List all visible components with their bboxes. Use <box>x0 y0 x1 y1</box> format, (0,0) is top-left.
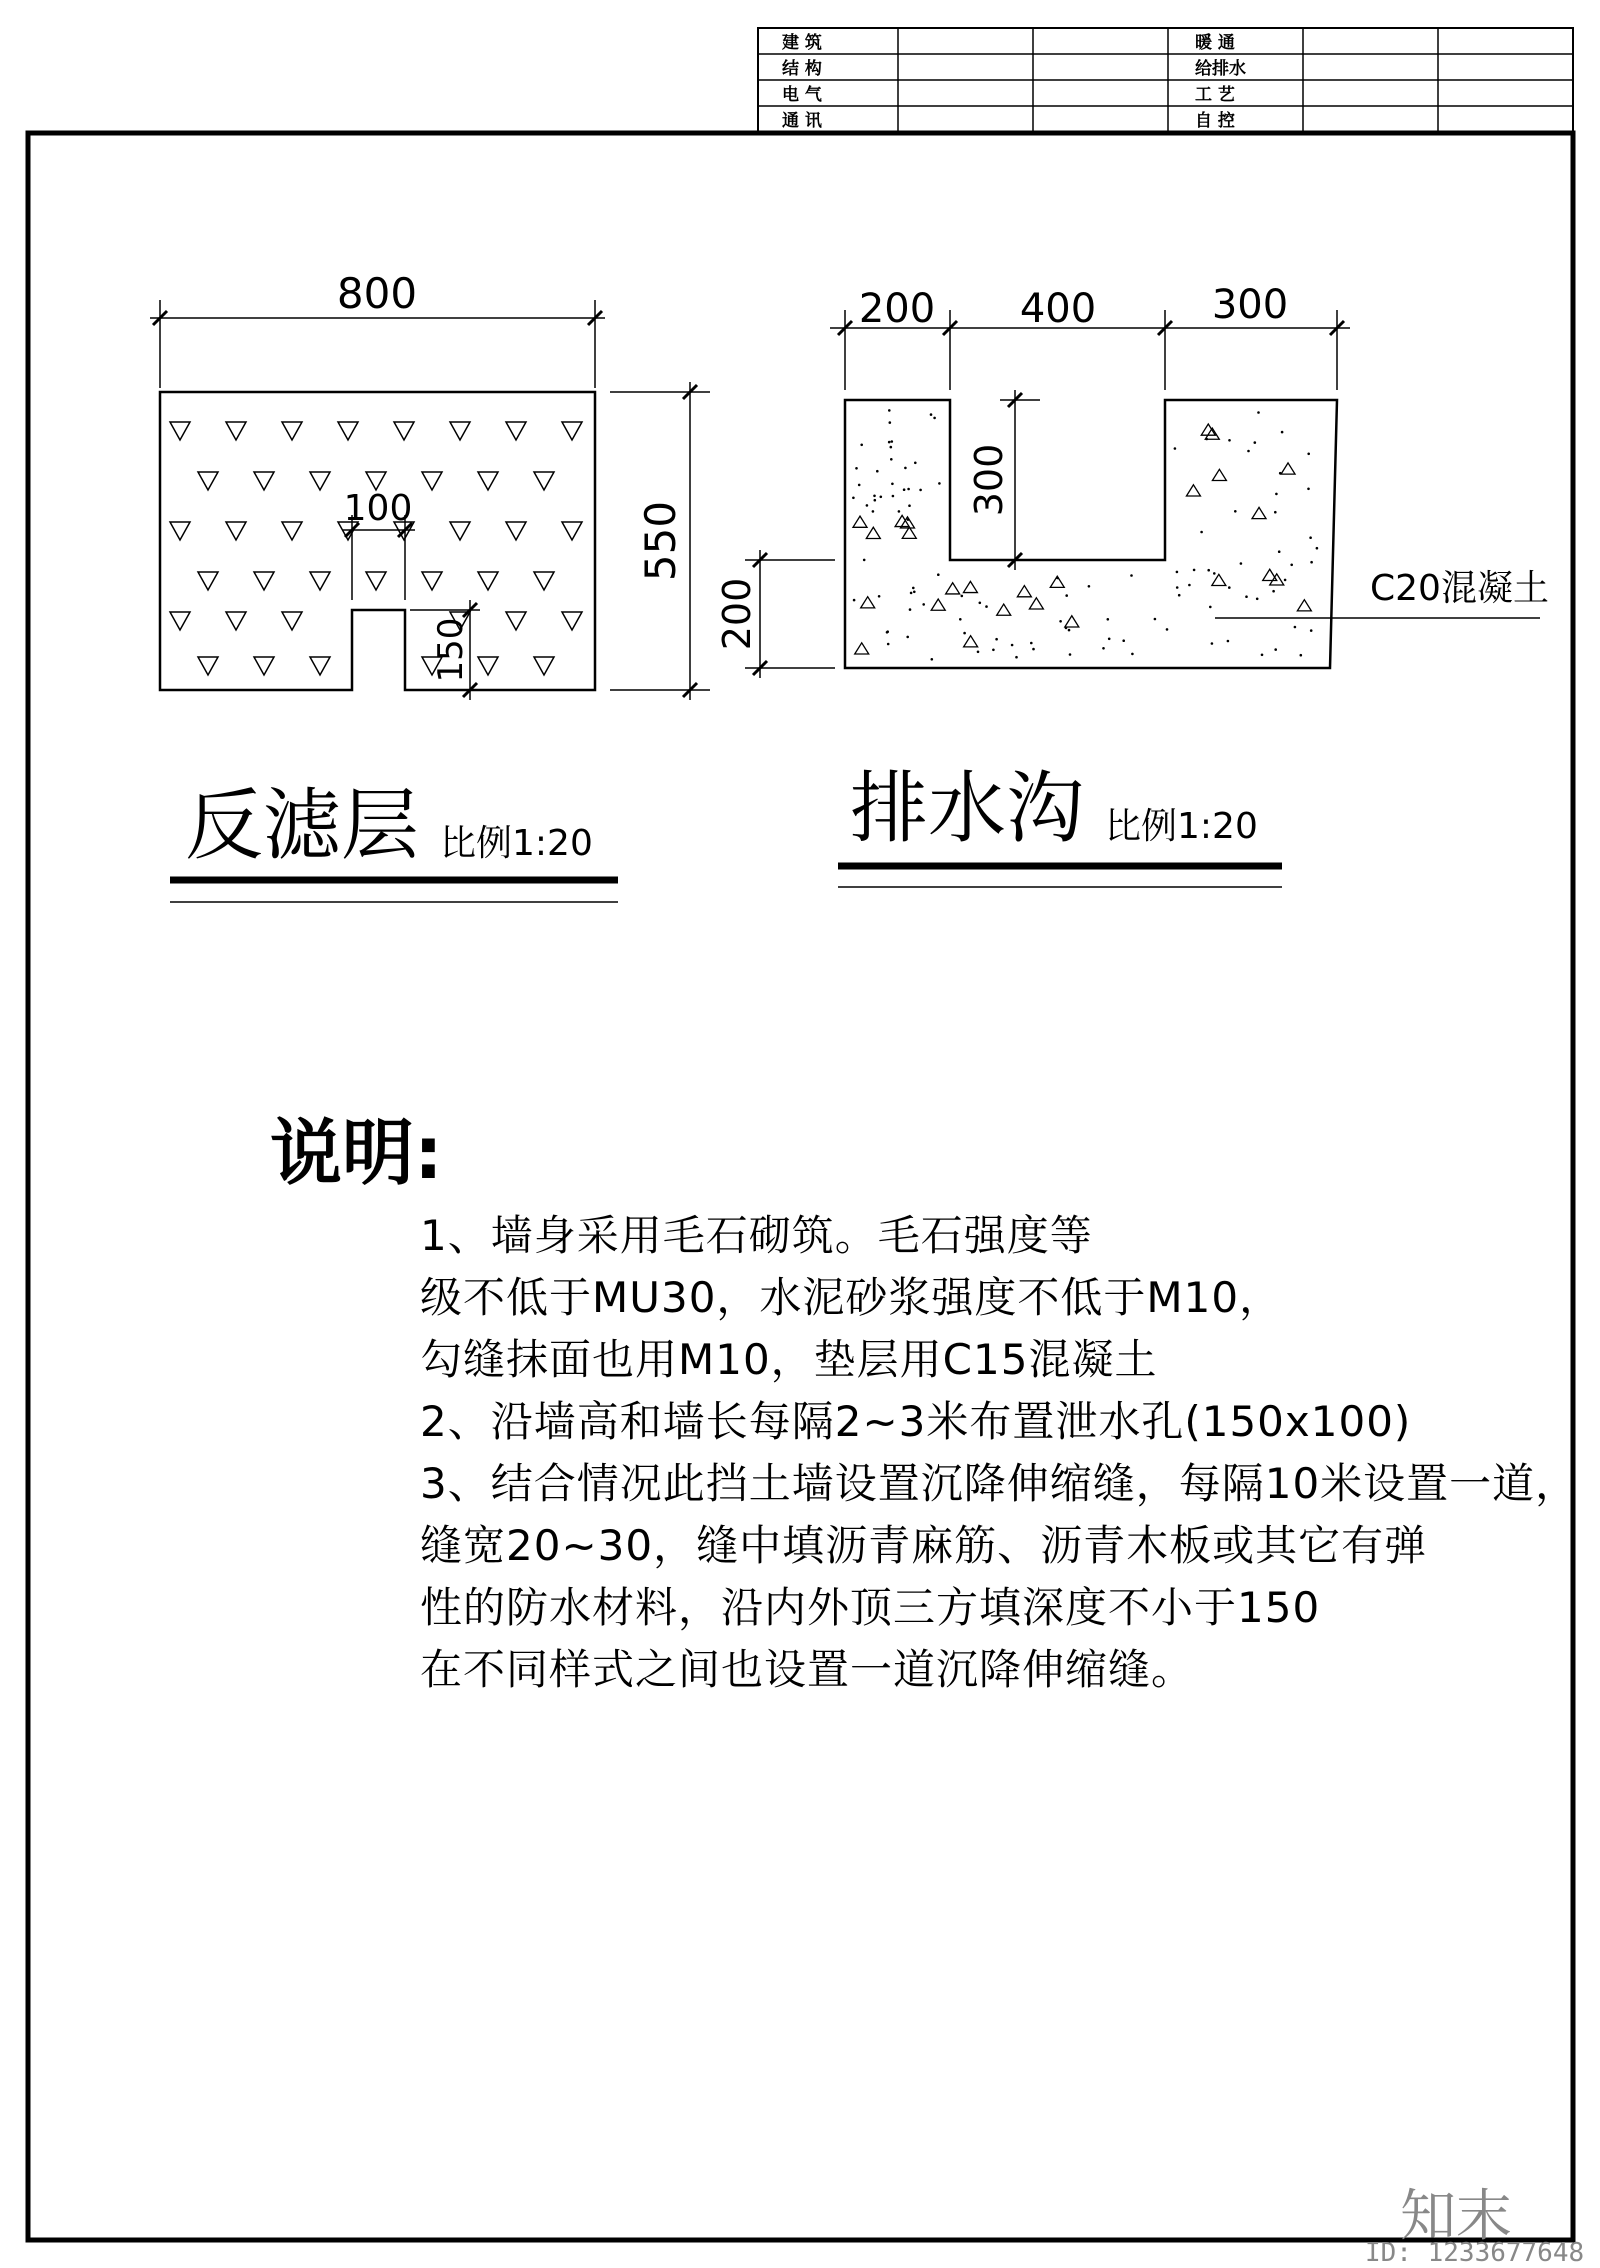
hatch-dot <box>1294 626 1297 629</box>
hatch-dot <box>898 510 901 513</box>
hatch-aggregate <box>1186 485 1200 496</box>
title-block-cell: 工 艺 <box>1195 85 1235 105</box>
hatch-dot <box>977 651 980 654</box>
hatch-dot <box>1030 642 1033 645</box>
hatch-dot <box>876 470 879 473</box>
hatch-dot <box>858 484 861 487</box>
hatch-aggregate <box>1212 574 1226 585</box>
hatch-dot <box>1310 629 1313 632</box>
hatch-dot <box>914 462 917 465</box>
hatch-dot <box>1300 654 1303 657</box>
hatch-aggregate <box>1017 586 1031 597</box>
hatch-triangle <box>478 572 498 590</box>
hatch-dot <box>1069 653 1072 656</box>
hatch-dot <box>891 483 894 486</box>
hatch-triangle <box>534 572 554 590</box>
drawing-frame <box>28 133 1579 2240</box>
hatch-dot <box>1107 618 1110 621</box>
hatch-dot <box>1188 584 1191 587</box>
title-block-cell: 结 构 <box>782 59 822 79</box>
note-line: 级不低于MU30，水泥砂浆强度不低于M10， <box>420 1273 1283 1322</box>
hatch-dot <box>1261 654 1264 657</box>
hatch-triangle <box>478 472 498 490</box>
dim-label-550: 550 <box>636 500 685 582</box>
hatch-triangle <box>478 657 498 675</box>
hatch-dot <box>1272 590 1275 593</box>
hatch-aggregate <box>866 527 880 538</box>
hatch-triangle <box>366 572 386 590</box>
hatch-dot <box>903 488 906 491</box>
hatch-dot <box>1166 628 1169 631</box>
dim-label-400: 400 <box>1019 286 1097 332</box>
hatch-triangle <box>338 422 358 440</box>
hatch-dot <box>1102 647 1105 650</box>
dim-label-200-top: 200 <box>858 286 936 332</box>
filter-layer-title: 反滤层 <box>185 781 420 871</box>
hatch-dot <box>908 504 911 507</box>
title-block-cell: 电 气 <box>782 85 822 105</box>
hatch-aggregate <box>1252 507 1266 518</box>
hatch-triangle <box>450 522 470 540</box>
note-line: 性的防水材料，沿内外顶三方填深度不小于150 <box>420 1583 1321 1632</box>
hatch-dot <box>1131 653 1134 656</box>
hatch-dot <box>1068 629 1071 632</box>
hatch-triangle <box>562 422 582 440</box>
note-line: 2、沿墙高和墙长每隔2~3米布置泄水孔(150x100) <box>420 1397 1412 1446</box>
material-label: C20混凝土 <box>1370 568 1549 609</box>
hatch-dot <box>910 592 913 595</box>
hatch-dot <box>904 467 907 470</box>
hatch-dot <box>1122 639 1125 642</box>
notes-block <box>420 1205 1579 1701</box>
hatch-triangle <box>506 422 526 440</box>
hatch-aggregate <box>946 583 960 594</box>
hatch-aggregate <box>855 643 869 654</box>
hatch-dot <box>1228 439 1231 442</box>
hatch-dot <box>906 636 909 639</box>
hatch-dot <box>1227 640 1230 643</box>
hatch-dot <box>860 444 863 447</box>
hatch-triangle <box>198 472 218 490</box>
note-line: 在不同样式之间也设置一道沉降伸缩缝。 <box>420 1645 1195 1694</box>
hatch-dot <box>1256 598 1259 601</box>
hatch-dot <box>1284 579 1287 582</box>
hatch-dot <box>1307 453 1310 456</box>
title-block-cell: 自 控 <box>1195 111 1235 131</box>
hatch-dot <box>890 446 893 449</box>
hatch-dot <box>1176 586 1179 589</box>
hatch-dot <box>979 602 982 605</box>
hatch-dot <box>961 595 964 598</box>
note-line: 勾缝抹面也用M10，垫层用C15混凝土 <box>420 1335 1158 1384</box>
hatch-triangle <box>226 612 246 630</box>
hatch-dot <box>1316 547 1319 550</box>
hatch-dot <box>1240 562 1243 565</box>
hatch-dot <box>959 618 962 621</box>
hatch-dot <box>1275 493 1278 496</box>
hatch-dot <box>886 631 889 634</box>
hatch-dot <box>1108 638 1111 641</box>
note-line: 缝宽20~30，缝中填沥青麻筋、沥青木板或其它有弹 <box>420 1521 1428 1570</box>
hatch-dot <box>992 649 995 652</box>
hatch-dot <box>863 559 866 562</box>
filter-layer-section <box>150 269 710 902</box>
hatch-dot <box>887 643 890 646</box>
hatch-dot <box>872 510 875 513</box>
hatch-dot <box>1065 594 1068 597</box>
hatch-dot <box>855 467 858 470</box>
watermark-logo: 知末 <box>1400 2184 1512 2249</box>
hatch-aggregate <box>1297 600 1311 611</box>
hatch-dot <box>1247 450 1250 453</box>
hatch-triangle <box>254 572 274 590</box>
title-block-cell: 暖 通 <box>1195 33 1235 53</box>
hatch-dot <box>892 495 895 498</box>
dim-label-200-base: 200 <box>715 577 759 651</box>
note-line: 3、结合情况此挡土墙设置沉降伸缩缝，每隔10米设置一道， <box>420 1459 1579 1508</box>
hatch-dot <box>888 409 891 412</box>
hatch-triangle <box>282 612 302 630</box>
hatch-aggregate <box>1212 469 1226 480</box>
hatch-dot <box>852 497 855 500</box>
hatch-aggregate <box>963 581 977 592</box>
hatch-triangle <box>506 612 526 630</box>
hatch-triangle <box>170 612 190 630</box>
hatch-dot <box>937 573 940 576</box>
dim-label-300-depth: 300 <box>967 443 1011 517</box>
hatch-dot <box>963 632 966 635</box>
hatch-dot <box>1176 571 1179 574</box>
hatch-dot <box>1228 586 1231 589</box>
hatch-dot <box>1200 531 1203 534</box>
hatch-triangle <box>506 522 526 540</box>
hatch-dot <box>853 599 856 602</box>
hatch-dot <box>1174 447 1177 450</box>
hatch-dot <box>1193 569 1196 572</box>
drain-ditch-scale: 比例1:20 <box>1105 806 1258 847</box>
hatch-dot <box>930 413 933 416</box>
hatch-dot <box>880 496 883 499</box>
concrete-hatch <box>852 409 1318 660</box>
hatch-dot <box>1290 564 1293 567</box>
dim-label-150: 150 <box>431 617 471 683</box>
drain-ditch-section <box>715 282 1549 887</box>
title-block <box>758 28 1573 133</box>
drain-ditch-title: 排水沟 <box>850 764 1085 854</box>
hatch-dot <box>938 482 941 485</box>
filter-layer-outline <box>160 392 595 690</box>
hatch-dot <box>874 499 877 502</box>
hatch-triangle <box>422 572 442 590</box>
hatch-triangle <box>198 657 218 675</box>
hatch-dot <box>919 489 922 492</box>
hatch-triangle <box>254 657 274 675</box>
hatch-aggregate <box>1263 569 1277 580</box>
hatch-aggregate <box>1029 598 1043 609</box>
title-block-cell: 通 讯 <box>782 111 822 131</box>
hatch-dot <box>1278 550 1281 553</box>
hatch-aggregate <box>1065 616 1079 627</box>
hatch-dot <box>1274 648 1277 651</box>
hatch-triangle <box>226 522 246 540</box>
hatch-triangle <box>282 522 302 540</box>
hatch-dot <box>1130 574 1133 577</box>
hatch-dot <box>985 605 988 608</box>
hatch-dot <box>889 421 892 424</box>
hatch-triangle <box>562 522 582 540</box>
hatch-dot <box>995 638 998 641</box>
hatch-dot <box>1059 620 1062 623</box>
hatch-dot <box>1307 488 1310 491</box>
hatch-dot <box>1254 441 1257 444</box>
hatch-dot <box>888 441 891 444</box>
hatch-dot <box>1088 585 1091 588</box>
watermark-id: ID: 1233677648 <box>1365 2238 1585 2268</box>
hatch-dot <box>1309 536 1312 539</box>
hatch-dot <box>1245 595 1248 598</box>
hatch-dot <box>1234 510 1237 513</box>
hatch-triangle <box>534 657 554 675</box>
hatch-triangle <box>170 522 190 540</box>
hatch-aggregate <box>931 599 945 610</box>
hatch-aggregate <box>997 604 1011 615</box>
hatch-dot <box>1310 561 1313 564</box>
notes-title: 说明: <box>270 1111 443 1195</box>
dim-label-100: 100 <box>343 488 413 529</box>
hatch-dot <box>922 603 925 606</box>
filter-layer-hatch <box>170 422 582 675</box>
hatch-aggregate <box>853 516 867 527</box>
hatch-triangle <box>310 657 330 675</box>
hatch-dot <box>1274 511 1277 514</box>
hatch-dot <box>1211 642 1214 645</box>
filter-layer-scale: 比例1:20 <box>440 823 593 864</box>
hatch-dot <box>909 608 912 611</box>
hatch-dot <box>1213 572 1216 575</box>
hatch-triangle <box>198 572 218 590</box>
hatch-dot <box>866 504 869 507</box>
hatch-triangle <box>394 422 414 440</box>
hatch-dot <box>1209 606 1212 609</box>
hatch-dot <box>912 587 915 590</box>
drain-ditch-outline <box>845 400 1337 668</box>
hatch-dot <box>891 440 894 443</box>
hatch-triangle <box>562 612 582 630</box>
hatch-dot <box>1207 569 1210 572</box>
title-block-cell: 给排水 <box>1195 59 1246 79</box>
hatch-triangle <box>254 472 274 490</box>
hatch-dot <box>1281 431 1284 434</box>
hatch-dot <box>1011 644 1014 647</box>
hatch-triangle <box>450 422 470 440</box>
hatch-dot <box>1257 411 1260 414</box>
title-block-cell: 建 筑 <box>782 33 822 53</box>
hatch-dot <box>1032 648 1035 651</box>
hatch-dot <box>1154 618 1157 621</box>
hatch-dot <box>1015 656 1018 659</box>
hatch-triangle <box>310 472 330 490</box>
hatch-dot <box>873 495 876 498</box>
hatch-triangle <box>226 422 246 440</box>
dim-label-800: 800 <box>336 269 418 318</box>
hatch-triangle <box>422 472 442 490</box>
hatch-dot <box>931 658 934 661</box>
hatch-dot <box>1178 594 1181 597</box>
hatch-triangle <box>534 472 554 490</box>
hatch-triangle <box>282 422 302 440</box>
hatch-aggregate <box>861 597 875 608</box>
hatch-dot <box>907 488 910 491</box>
hatch-dot <box>933 417 936 420</box>
hatch-dot <box>878 595 881 598</box>
note-line: 1、墙身采用毛石砌筑。毛石强度等 <box>420 1211 1093 1260</box>
hatch-triangle <box>170 422 190 440</box>
hatch-aggregate <box>964 636 978 647</box>
dim-label-300-top: 300 <box>1211 282 1289 328</box>
hatch-triangle <box>310 572 330 590</box>
hatch-aggregate <box>1281 463 1295 474</box>
hatch-dot <box>890 458 893 461</box>
hatch-dot <box>913 591 916 594</box>
hatch-aggregate <box>902 527 916 538</box>
